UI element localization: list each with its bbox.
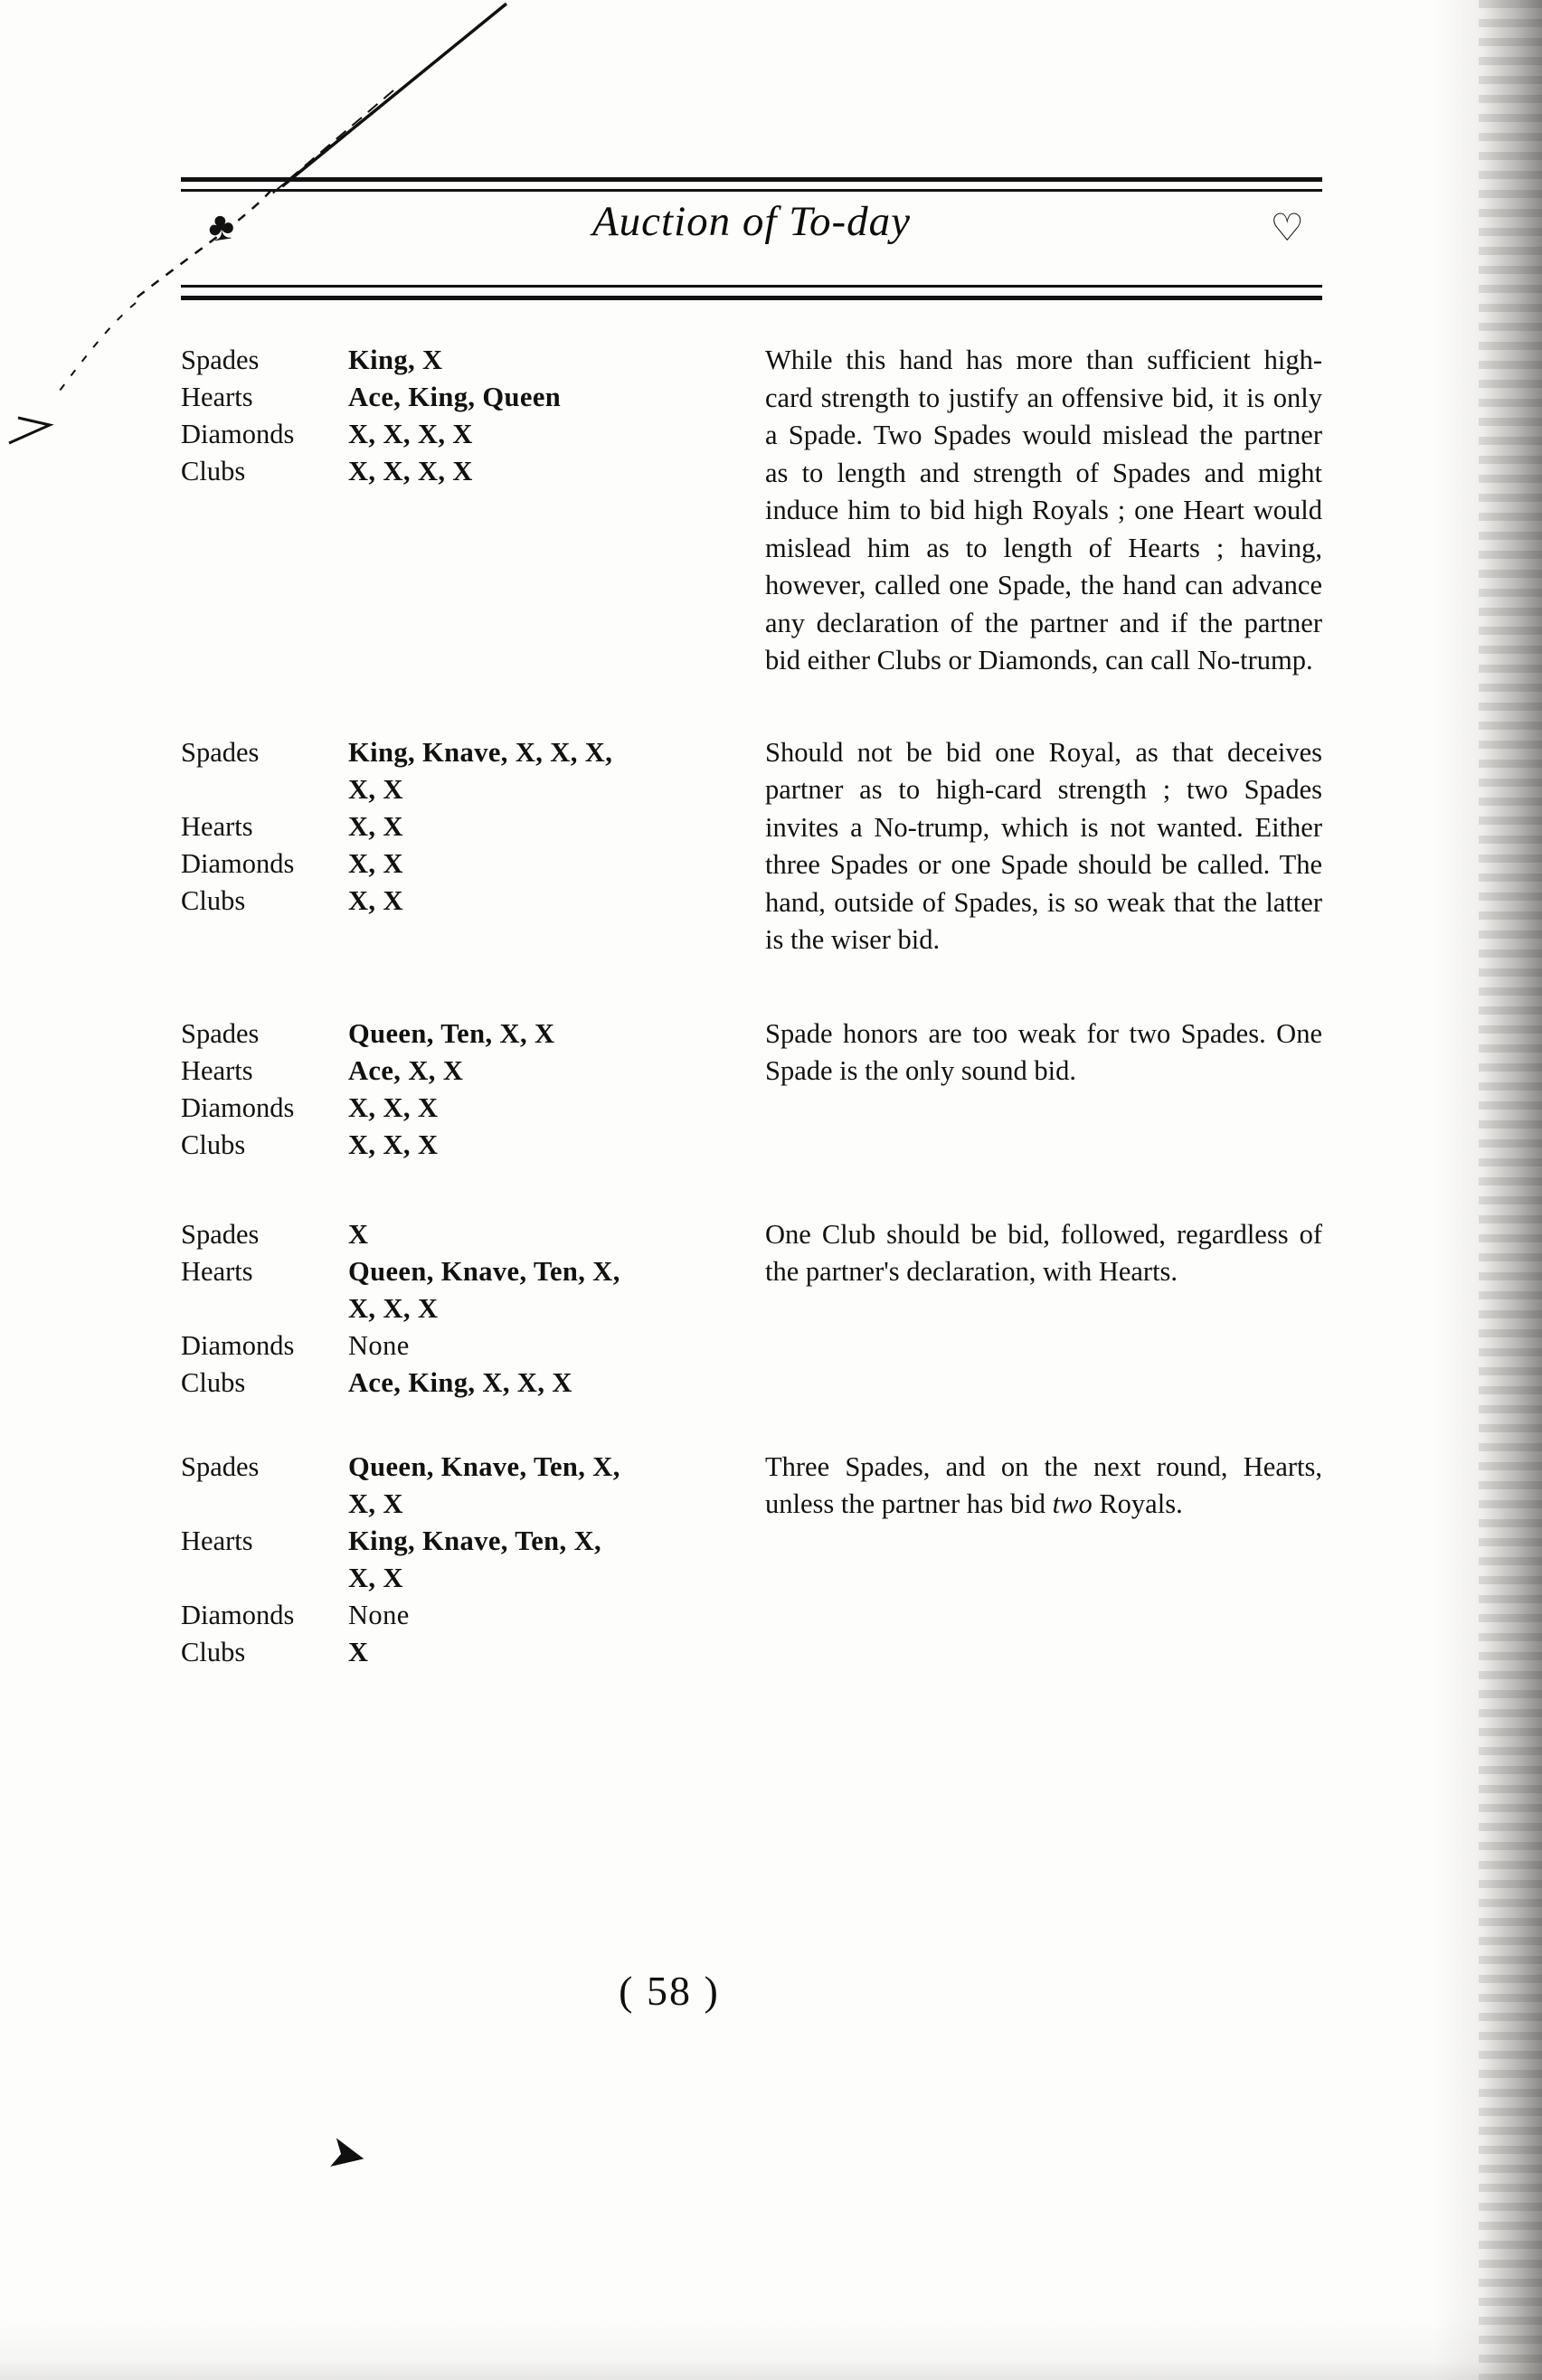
suit-cards: Queen, Ten, X, X: [348, 1017, 555, 1049]
hand-example: [181, 1015, 1322, 1164]
hand-row-hearts: [181, 1523, 756, 1560]
hand-row-diamonds: [181, 1327, 756, 1365]
suit-cards: X, X: [348, 810, 403, 842]
commentary-text-end: Royals.: [1092, 1488, 1183, 1519]
hand-row-hearts: [181, 1053, 756, 1090]
hand-example: [181, 1449, 1322, 1671]
commentary-emphasis: two: [1052, 1488, 1093, 1519]
suit-label: Clubs: [181, 456, 246, 486]
hand-row-spades: [181, 1015, 756, 1053]
suit-cards: X, X, X, X: [348, 456, 473, 486]
suit-label: Spades: [181, 1017, 260, 1049]
suit-label: Clubs: [181, 1129, 246, 1160]
hand-commentary: [756, 1449, 1322, 1671]
suit-cards-continuation: X, X, X: [348, 1292, 439, 1324]
hand-row-diamonds: [181, 1597, 756, 1634]
hand-row-diamonds: [181, 1090, 756, 1127]
suit-cards: X: [348, 1636, 369, 1667]
suit-label: Hearts: [181, 382, 253, 412]
pen-tick-mark: ➤: [326, 2128, 370, 2181]
suit-label: Spades: [181, 1450, 260, 1482]
hand-row-diamonds: [181, 845, 756, 883]
bridge-hand: [181, 1449, 756, 1671]
hand-row-clubs: [181, 453, 756, 490]
hand-commentary: While this hand has more than sufficient high-card strength to justify an offensive bid, it is only a Spade. Two Spades would mislead the partner as to length and strength of Spades and might induce him to bid high Royals ; one Heart would mislead him as to length of Hearts ; having, however, called one Spade, the hand can advance any declaration of the partner and if the partner bid either Clubs or Diamonds, can call No-trump.: [765, 345, 1322, 675]
suit-label: Clubs: [181, 1366, 246, 1398]
suit-label: Hearts: [181, 810, 253, 842]
suit-label: Spades: [181, 736, 260, 768]
folio-digits: 58: [647, 1968, 692, 2014]
hand-row-hearts: [181, 808, 756, 845]
suit-label: Clubs: [181, 884, 246, 916]
hand-example: [181, 734, 1322, 959]
page-title: Auction of To-day: [591, 198, 912, 245]
suit-cards-continuation: X, X: [348, 773, 403, 805]
suit-cards: King, X: [348, 345, 443, 375]
suit-cards: None: [348, 1329, 410, 1361]
page-header: [181, 177, 1322, 322]
suit-cards: X, X, X: [348, 1091, 439, 1123]
club-suit-icon: ♣: [204, 203, 238, 250]
hand-examples-list: [181, 342, 1322, 1671]
suit-cards: Queen, Knave, Ten, X,: [348, 1450, 620, 1482]
hand-row-spades: [181, 342, 756, 379]
hand-row-diamonds: [181, 416, 756, 453]
suit-cards: X, X, X: [348, 1129, 439, 1160]
bridge-hand: [181, 734, 756, 959]
heart-suit-icon: ♡: [1270, 208, 1304, 250]
suit-label: Diamonds: [181, 419, 295, 449]
hand-commentary: Spade honors are too weak for two Spades. One Spade is the only sound bid.: [765, 1017, 1322, 1086]
suit-label: Diamonds: [181, 1091, 295, 1123]
bridge-hand: [181, 1216, 756, 1402]
suit-cards-continuation: X, X: [348, 1488, 403, 1519]
header-rule-bottom-thick: [181, 296, 1322, 300]
suit-cards: Queen, Knave, Ten, X,: [348, 1255, 620, 1287]
hand-row-spades: [181, 1449, 756, 1486]
header-rule-bottom-thin: [181, 285, 1322, 288]
suit-label: Spades: [181, 1218, 260, 1250]
folio-open-paren: (: [619, 1968, 635, 2014]
suit-cards: King, Knave, X, X, X,: [348, 736, 613, 768]
suit-label: Hearts: [181, 1525, 253, 1556]
header-rule-top-thin: [181, 189, 1322, 192]
suit-cards: X, X, X, X: [348, 419, 473, 449]
suit-label: Diamonds: [181, 1329, 295, 1361]
suit-label: Diamonds: [181, 847, 295, 879]
suit-cards: Ace, King, Queen: [348, 382, 562, 412]
hand-row-clubs: [181, 1634, 756, 1671]
hand-commentary: One Club should be bid, followed, regardless of the partner's declaration, with Hearts.: [765, 1218, 1322, 1287]
suit-cards: None: [348, 1599, 410, 1630]
commentary-text-start: Three Spades, and on the next round, Hearts, unless the partner has bid: [765, 1450, 1322, 1519]
hand-row-hearts: [181, 379, 756, 416]
hand-row-clubs: [181, 883, 756, 920]
scan-edge-speckle: [1479, 0, 1542, 2380]
suit-cards: X, X: [348, 884, 403, 916]
suit-cards: X: [348, 1218, 369, 1250]
hand-example: [181, 1216, 1322, 1402]
scan-edge-shadow-bottom: [0, 2317, 1542, 2380]
folio-close-paren: ): [704, 1968, 720, 2014]
hand-row-clubs: [181, 1127, 756, 1164]
page-number: [506, 1967, 832, 2015]
suit-label: Hearts: [181, 1255, 253, 1287]
hand-row-spades: [181, 734, 756, 771]
bridge-hand: [181, 342, 756, 680]
hand-row-clubs: [181, 1365, 756, 1402]
suit-label: Spades: [181, 345, 260, 375]
hand-example: [181, 342, 1322, 680]
suit-cards: King, Knave, Ten, X,: [348, 1525, 602, 1556]
suit-cards: Ace, King, X, X, X: [348, 1366, 572, 1398]
hand-commentary: Should not be bid one Royal, as that deceives partner as to high-card strength ; two Spades invites a No-trump, which is not wanted. Either three Spades or one Spade should be called. The hand, outside of Spades, is so weak that the latter is the wiser bid.: [765, 736, 1322, 955]
suit-cards: X, X: [348, 847, 403, 879]
header-rule-top-thick: [181, 177, 1322, 182]
hand-row-spades: [181, 1216, 756, 1253]
suit-cards-continuation: X, X: [348, 1562, 403, 1593]
suit-label: Clubs: [181, 1636, 246, 1667]
suit-label: Hearts: [181, 1054, 253, 1086]
suit-label: Diamonds: [181, 1599, 295, 1630]
suit-cards: Ace, X, X: [348, 1054, 464, 1086]
bridge-hand: [181, 1015, 756, 1164]
hand-row-hearts: [181, 1253, 756, 1290]
